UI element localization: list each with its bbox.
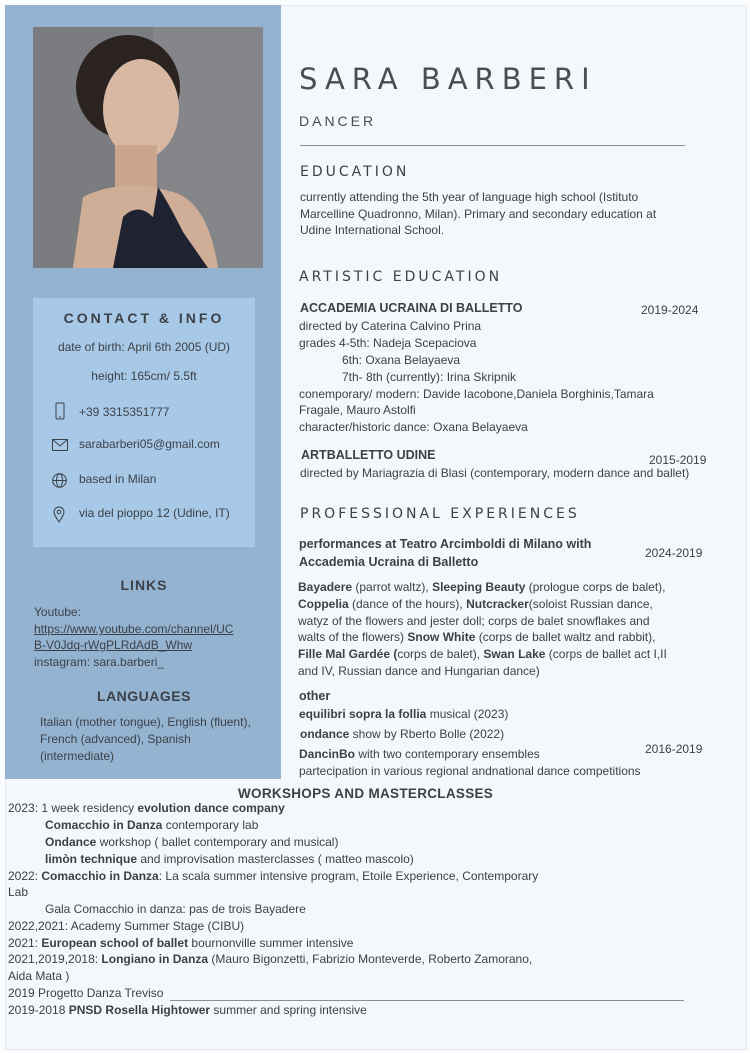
school-name: ACCADEMIA UCRAINA DI BALLETTO <box>300 301 523 315</box>
divider <box>300 145 685 146</box>
workshops-title: WORKSHOPS AND MASTERCLASSES <box>238 786 494 801</box>
location: based in Milan <box>79 472 157 486</box>
repertoire-line: Coppelia (dance of the hours), Nutcracker(soloist Russian dance, <box>298 597 653 611</box>
full-name: SARA BARBERI <box>299 62 597 96</box>
height: height: 165cm/ 5.5ft <box>91 369 197 383</box>
other-item: ondance show by Rberto Bolle (2022) <box>300 727 505 741</box>
languages-title: LANGUAGES <box>97 688 191 704</box>
education-text: currently attending the 5th year of language high school (Istituto <box>300 190 639 204</box>
education-text: Udine International School. <box>300 223 445 237</box>
links-title: LINKS <box>120 577 168 593</box>
school-detail: character/historic dance: Oxana Belayaeva <box>299 420 528 434</box>
performance-title: performances at Teatro Arcimboldi di Milano with <box>299 537 592 551</box>
date-of-birth: date of birth: April 6th 2005 (UD) <box>57 340 231 354</box>
other-item: DancinBo with two contemporary ensembles <box>299 747 540 761</box>
school-detail: directed by Caterina Calvino Prina <box>299 319 482 333</box>
workshop-item: 2021,2019,2018: Longiano in Danza (Mauro Bigonzetti, Fabrizio Monteverde, Roberto Zamorano, <box>8 952 533 966</box>
workshop-item: 2019 Progetto Danza Treviso <box>8 986 164 1000</box>
address: via del pioppo 12 (Udine, IT) <box>79 506 230 520</box>
other-years: 2016-2019 <box>645 742 703 756</box>
performance-years: 2024-2019 <box>645 546 703 560</box>
education-text: Marcelline Quadronno, Milan). Primary and secondary education at <box>300 207 657 221</box>
phone-icon <box>55 402 65 420</box>
youtube-link[interactable]: https://www.youtube.com/channel/UC <box>34 622 234 636</box>
other-title: other <box>299 689 331 703</box>
contact-title: CONTACT & INFO <box>63 310 225 326</box>
workshop-item: 2021: European school of ballet bournonville summer intensive <box>8 936 354 950</box>
workshop-item: Ondance workshop ( ballet contemporary and musical) <box>45 835 339 849</box>
repertoire-line: and IV, Russian dance and Hungarian dance) <box>298 664 540 678</box>
school-years: 2019-2024 <box>641 303 699 317</box>
languages-line: French (advanced), Spanish <box>40 732 191 746</box>
workshop-item: Aida Mata ) <box>8 969 70 983</box>
other-item: partecipation in various regional andnational dance competitions <box>299 764 641 778</box>
email-address[interactable]: sarabarberi05@gmail.com <box>79 437 220 451</box>
workshop-item: 2022: Comacchio in Danza: La scala summer intensive program, Etoile Experience, Contemporary <box>8 869 539 883</box>
school-detail: Fragale, Mauro Astolfi <box>299 403 416 417</box>
languages-line: (intermediate) <box>40 749 115 763</box>
school-detail: 6th: Oxana Belayaeva <box>342 353 461 367</box>
workshop-item: limòn technique and improvisation masterclasses ( matteo mascolo) <box>45 852 414 866</box>
school-detail: grades 4-5th: Nadeja Scepaciova <box>299 336 477 350</box>
divider <box>170 1000 684 1001</box>
professional-title: PROFESSIONAL EXPERIENCES <box>300 506 580 522</box>
workshop-item: 2022,2021: Academy Summer Stage (CIBU) <box>8 919 245 933</box>
school-detail: directed by Mariagrazia di Blasi (contemporary, modern dance and ballet) <box>300 466 690 480</box>
phone-number[interactable]: +39 3315351777 <box>79 405 170 419</box>
profile-photo <box>33 27 263 268</box>
workshop-item: Comacchio in Danza contemporary lab <box>45 818 259 832</box>
school-detail: conemporary/ modern: Davide Iacobone,Daniela Borghinis,Tamara <box>299 387 654 401</box>
school-years: 2015-2019 <box>649 453 707 467</box>
workshop-item: 2023: 1 week residency evolution dance company <box>8 801 285 815</box>
youtube-label: Youtube: <box>34 605 81 619</box>
repertoire-line: watyz of the flowers and jester doll; corps de balet snowflakes and <box>298 614 650 628</box>
repertoire-line: Bayadere (parrot waltz), Sleeping Beauty (prologue corps de balet), <box>298 580 666 594</box>
email-icon <box>52 438 68 450</box>
job-role: DANCER <box>299 113 377 129</box>
globe-icon <box>52 473 67 488</box>
school-name: ARTBALLETTO UDINE <box>301 448 436 462</box>
repertoire-line: Fille Mal Gardée (corps de balet), Swan Lake (corps de ballet act I,II <box>298 647 667 661</box>
education-title: EDUCATION <box>300 164 410 180</box>
workshop-item: Lab <box>8 885 29 899</box>
artistic-education-title: ARTISTIC EDUCATION <box>299 269 503 285</box>
workshop-item: Gala Comacchio in danza: pas de trois Bayadere <box>45 902 306 916</box>
school-detail: 7th- 8th (currently): Irina Skripnik <box>342 370 517 384</box>
youtube-link-cont[interactable]: B-V0Jdq-rWgPLRdAdB_Whw <box>34 638 193 652</box>
performance-title: Accademia Ucraina di Balletto <box>299 555 479 569</box>
repertoire-line: walts of the flowers) Snow White (corps de ballet waltz and rabbit), <box>298 630 656 644</box>
other-item: equilibri sopra la follia musical (2023) <box>299 707 509 721</box>
map-pin-icon <box>53 506 65 523</box>
instagram-handle[interactable]: instagram: sara.barberi_ <box>34 655 165 669</box>
workshop-item: 2019-2018 PNSD Rosella Hightower summer and spring intensive <box>8 1003 367 1017</box>
languages-line: Italian (mother tongue), English (fluent), <box>40 715 251 729</box>
